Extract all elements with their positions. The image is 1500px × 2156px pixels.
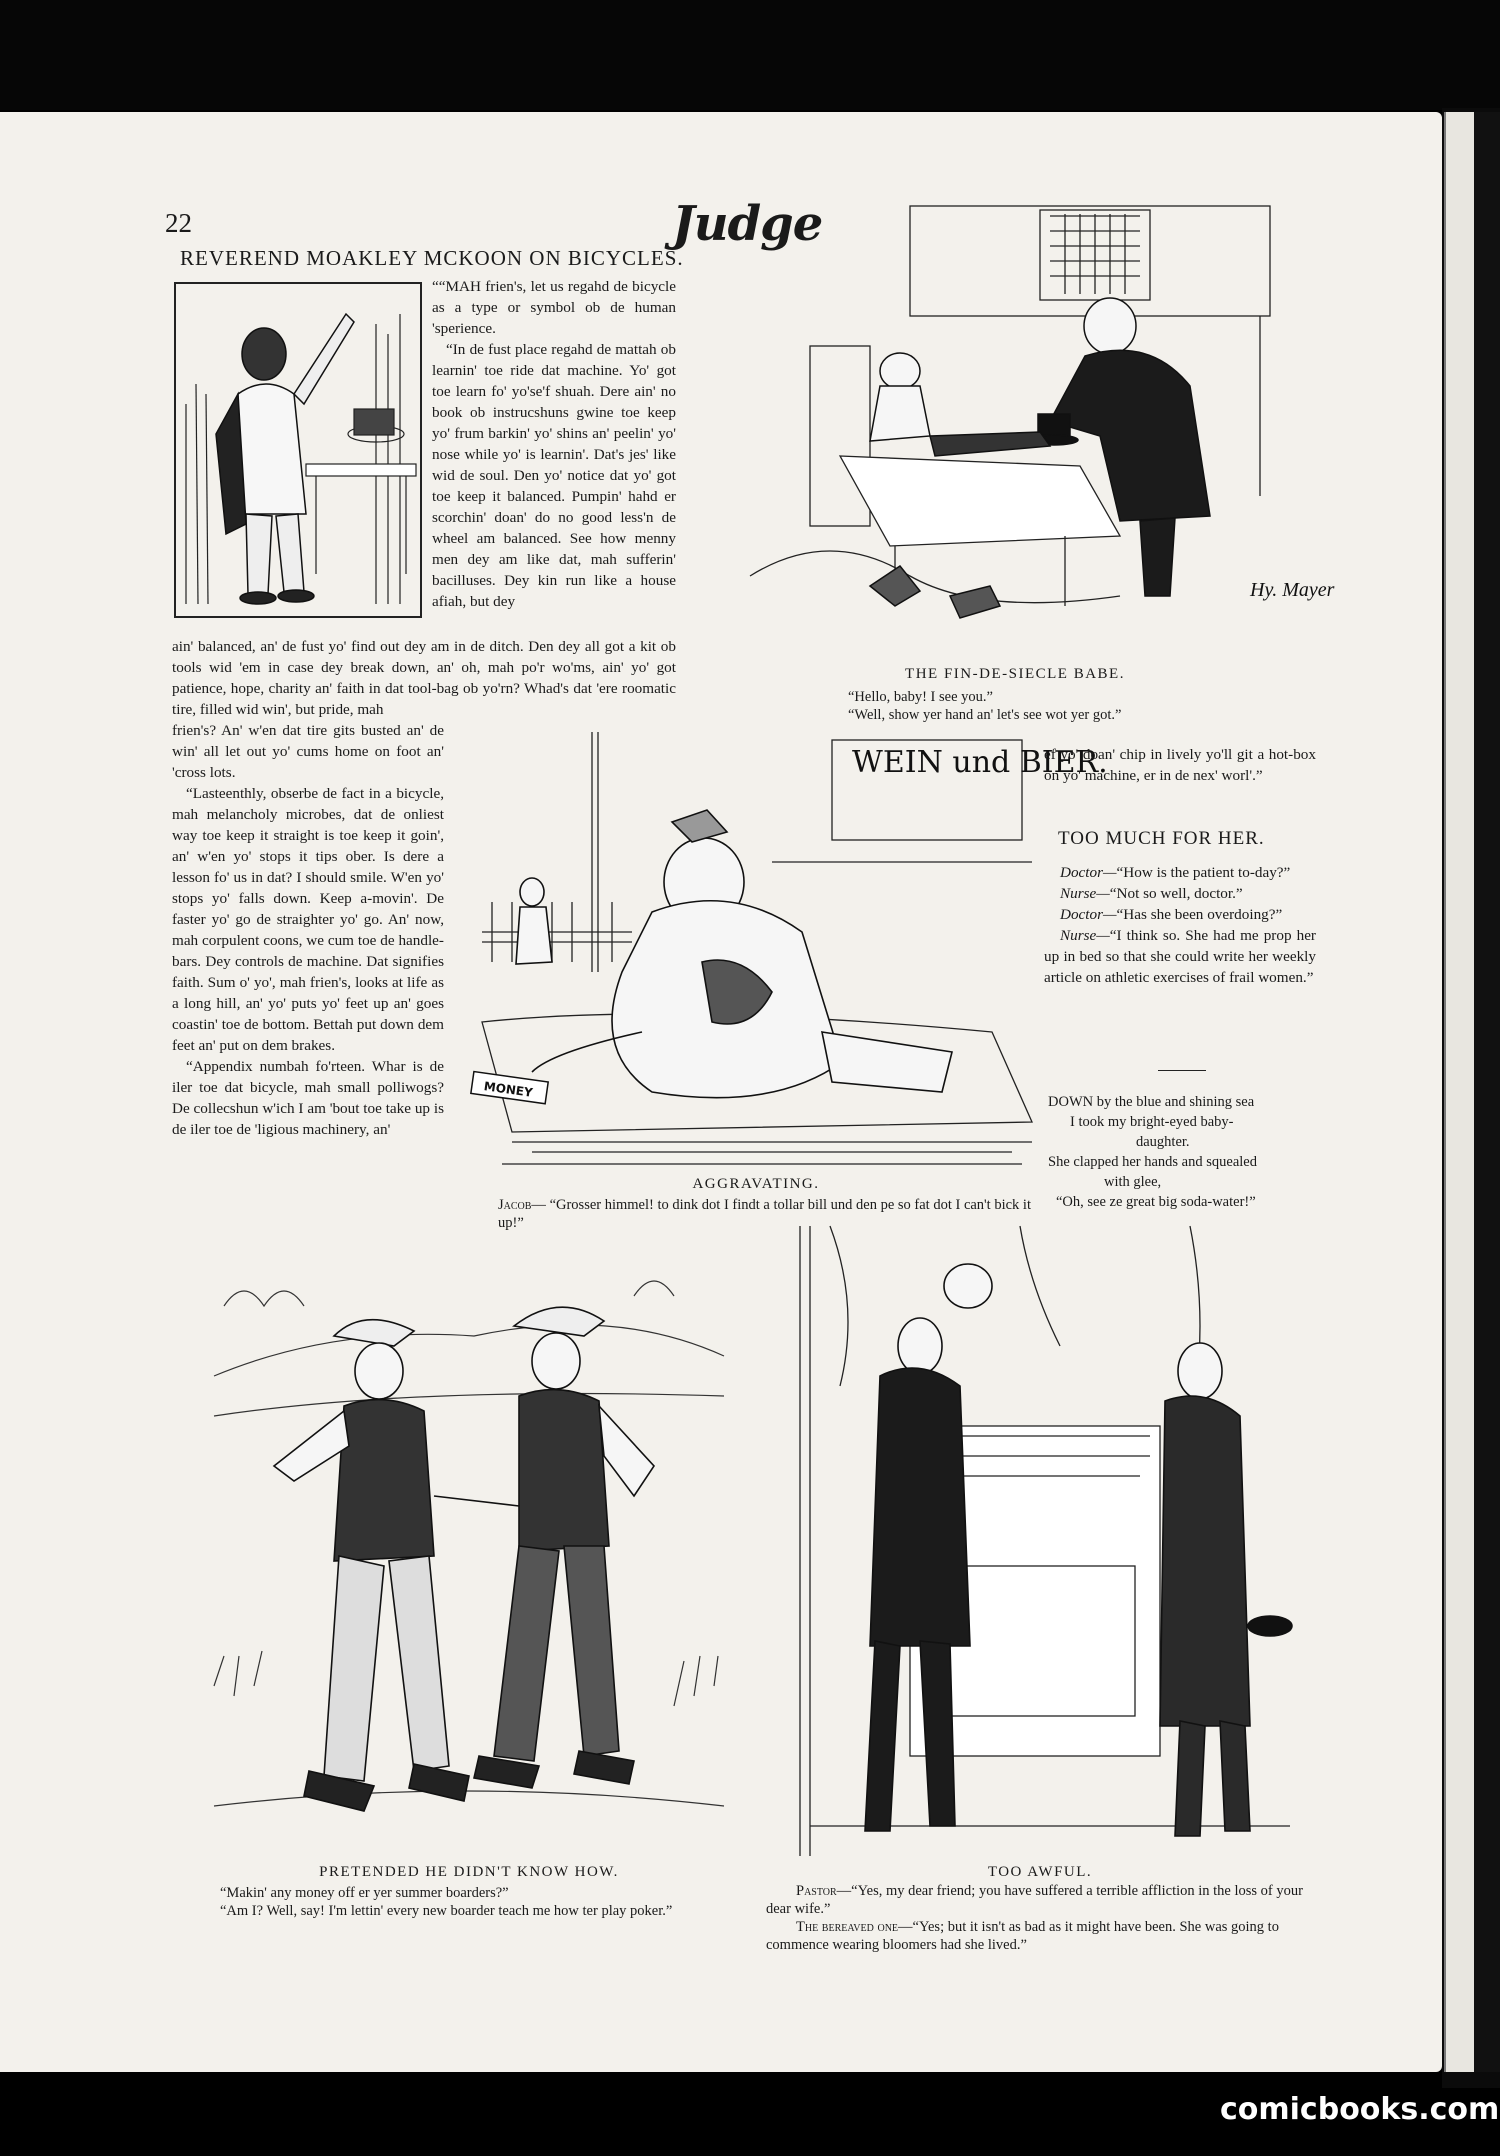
article-wide-paragraph: ain' balanced, an' de fust yo' find out dey am in de ditch. Den dey all got a kit ob tools wid 'em in case dey break down, an' oh, mah po'r wo'ms, ain' yo' got patience, hope, charity an' faith in dat tool-bag ob yo'rn? Whad's dat 'ere roomatic tire, filled wid win', but pride, mah	[172, 638, 676, 718]
poem-line: with glee,	[1104, 1174, 1162, 1190]
caption-line: “Makin' any money off er yer summer boarders?”	[220, 1885, 509, 1901]
too-awful-drawing	[770, 1226, 1310, 1860]
caption-speaker: The bereaved one—	[796, 1919, 913, 1935]
article-paragraph: “Appendix numbah fo'rteen. Whar is de iler toe dat bicycle, mah small polliwogs? De collecshun w'ich I am 'bout toe take up is de iler toe de 'ligious machinery, an'	[172, 1058, 444, 1138]
pretended-cartoon	[214, 1266, 724, 1856]
poem	[1048, 1092, 1318, 1212]
dialogue-speaker: Doctor—	[1060, 906, 1117, 923]
poem-line: DOWN by the blue and shining sea	[1048, 1094, 1255, 1110]
page-number: 22	[165, 208, 192, 238]
dialogue-text: “Has she been overdoing?”	[1116, 906, 1283, 923]
poem-line: daughter.	[1136, 1134, 1190, 1150]
too-much-dialogue	[1044, 862, 1316, 988]
article-continuation: ef yo' doan' chip in lively yo'll git a hot-box on yo' machine, er in de nex' worl'.”	[1044, 746, 1316, 784]
article-opening	[432, 276, 676, 612]
too-awful-caption	[766, 1882, 1326, 1954]
article-paragraph: “Lasteenthly, obserbe de fact in a bicycle, mah melancholy microbes, dat de onliest way toe keep it straight is toe keep it goin', an' w'en yo' stops it tips ober. Is dere a lesson fo' us in dat? I should smile. W'en yo' stops yo' falls down. Keep a-movin'. De faster yo' go de straighter yo' go. An' now, mah corpulent coons, we cum toe de handle-bars. Dey controls de machine. Dat signifies faith. Sum o' yo', mah frien's, looks at life as a long hill, an' yo' puts yo' feet up an' goes coastin' toe de bottom. Bettah put down dem feet an' put on dem brakes.	[172, 785, 444, 1054]
caption-line: “Am I? Well, say! I'm lettin' every new boarder teach me how ter play poker.”	[220, 1903, 673, 1919]
babe-caption-title: THE FIN-DE-SIECLE BABE.	[905, 666, 1125, 682]
poem-line: “Oh, see ze great big soda-water!”	[1056, 1194, 1256, 1210]
dialogue-line	[1044, 862, 1316, 883]
tavern-sign: WEIN und BIER.	[852, 745, 1108, 780]
dialogue-speaker: Nurse—	[1060, 885, 1110, 902]
preacher-drawing	[176, 284, 420, 616]
dialogue-text: “Not so well, doctor.”	[1109, 885, 1243, 902]
next-page-edge	[1444, 112, 1476, 2072]
dialogue-line	[1044, 883, 1316, 904]
caption-line: “Hello, baby! I see you.”	[848, 689, 993, 705]
caption-line	[766, 1918, 1326, 1954]
too-much-title: TOO MUCH FOR HER.	[1058, 828, 1265, 849]
caption-text: “Yes, my dear friend; you have suffered a terrible affliction in the loss of your dear wife.”	[766, 1883, 1303, 1917]
scan-right-border	[1474, 112, 1500, 2072]
caption-text: “Grosser himmel! to dink dot I findt a tollar bill und den pe so fat dot I can't bick it up!”	[498, 1197, 1031, 1231]
pretended-caption	[186, 1884, 746, 1920]
preacher-illustration	[174, 282, 422, 618]
site-watermark: comicbooks.com	[1220, 2092, 1500, 2127]
aggravating-caption-title: AGGRAVATING.	[692, 1176, 820, 1192]
dialogue-text: “How is the patient to-day?”	[1116, 864, 1291, 881]
caption-text: “Yes; but it isn't as bad as it might have been. She was going to commence wearing bloomers had she lived.”	[766, 1919, 1279, 1953]
poem-line: She clapped her hands and squealed	[1048, 1154, 1257, 1170]
masthead: Judge	[672, 196, 823, 252]
caption-line: “Well, show yer hand an' let's see wot yer got.”	[848, 707, 1122, 723]
scan-top-border	[0, 0, 1500, 110]
babe-drawing	[720, 196, 1335, 656]
dialogue-speaker: Nurse—	[1060, 927, 1110, 944]
pretended-drawing	[214, 1266, 724, 1856]
article-paragraph: ““MAH frien's, let us regahd de bicycle as a type or symbol ob de human 'sperience.	[432, 278, 676, 337]
babe-signature: Hy. Mayer	[1250, 579, 1335, 601]
caption-speaker: Jacob—	[498, 1197, 546, 1213]
section-divider	[1158, 1070, 1206, 1071]
article-column	[172, 720, 444, 1140]
too-awful-caption-title: TOO AWFUL.	[987, 1864, 1093, 1880]
article-title: REVEREND MOAKLEY MCKOON ON BICYCLES.	[180, 246, 684, 270]
dialogue-line	[1044, 904, 1316, 925]
article-paragraph: “In de fust place regahd de mattah ob learnin' toe ride dat machine. Yo' got toe learn fo' yo'se'f shuah. Dere ain' no book ob instrucshuns gwine toe keep yo' frum barkin' yo' shins an' peelin' yo' nose while yo' is learnin'. Dat's jes' like wid de soul. Den yo' notice dat yo' got toe keep it balanced. Pumpin' hahd er scorchin' doan' do no good less'n de wheel am balanced. See how menny men dey am like dat, mah sufferin' bacilluses. Dey kin run like a house afiah, but dey	[432, 341, 676, 610]
caption-speaker: Pastor—	[796, 1883, 852, 1899]
too-awful-cartoon	[770, 1226, 1310, 1860]
dialogue-line	[1044, 925, 1316, 988]
poem-line: I took my bright-eyed baby-	[1070, 1114, 1234, 1130]
caption-line	[766, 1882, 1326, 1918]
article-paragraph: frien's? An' w'en dat tire gits busted an' de win' all let out yo' cums home on foot an' 'cross lots.	[172, 722, 444, 781]
dollar-bill-label: MONEY	[483, 1079, 534, 1100]
babe-cartoon	[720, 196, 1335, 656]
pretended-caption-title: PRETENDED HE DIDN'T KNOW HOW.	[319, 1864, 619, 1880]
dialogue-text: “I think so. She had me prop her up in bed so that she could write her weekly article on athletic exercises of frail women.”	[1044, 927, 1316, 986]
babe-caption	[848, 688, 1308, 724]
dialogue-speaker: Doctor—	[1060, 864, 1117, 881]
